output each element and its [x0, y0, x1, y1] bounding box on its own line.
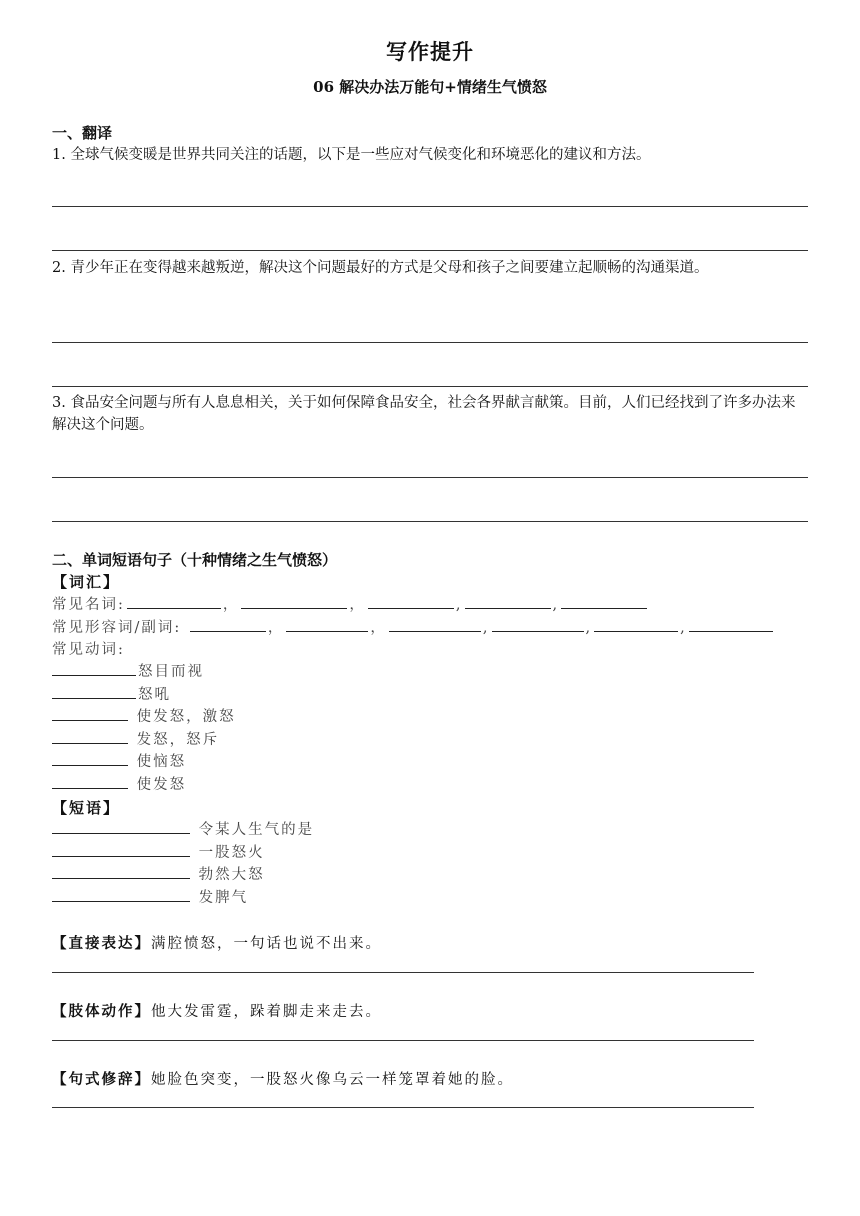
translation-item-3: 3. 食品安全问题与所有人息息相关，关于如何保障食品安全，社会各界献言献策。目前，人们已经找到了许多办法来解决这个问题。	[52, 395, 796, 433]
blank-input[interactable]	[52, 842, 190, 857]
verb-meaning: 使发怒，激怒	[136, 709, 236, 725]
prompt-text: 他大发雷霆，跺着脚走来走去。	[151, 1004, 382, 1020]
nouns-label: 常见名词:	[52, 597, 125, 613]
prompt-tag: 【句式修辞】	[52, 1071, 151, 1088]
blank-input[interactable]	[241, 594, 347, 609]
blank-input[interactable]	[52, 661, 136, 676]
adjectives-row: 常见形容词/副词: ， ， , , ,	[52, 617, 775, 639]
prompt-rhetoric	[52, 1068, 514, 1089]
answer-line[interactable]	[52, 342, 808, 343]
prompt-text: 她脸色突变，一股怒火像乌云一样笼罩着她的脸。	[151, 1072, 514, 1088]
translation-item-1: 1. 全球气候变暖是世界共同关注的话题，以下是一些应对气候变化和环境恶化的建议和方法。	[52, 147, 651, 163]
section-heading-emotions: 二、单词短语句子（十种情绪之生气愤怒）	[52, 551, 338, 569]
verb-row	[52, 729, 219, 751]
verb-row	[52, 706, 236, 728]
vocab-heading: 【词汇】	[52, 573, 121, 591]
prompt-tag: 【肢体动作】	[52, 1003, 151, 1020]
blank-input[interactable]	[52, 864, 190, 879]
section-heading-translation: 一、翻译	[52, 124, 113, 142]
phrase-row	[52, 842, 265, 864]
answer-line[interactable]	[52, 521, 808, 522]
verb-row	[52, 684, 171, 706]
blank-input[interactable]	[52, 706, 128, 721]
page-title: 写作提升	[386, 39, 474, 64]
answer-line[interactable]	[52, 477, 808, 478]
blank-input[interactable]	[286, 617, 368, 632]
phrase-meaning: 令某人生气的是	[198, 822, 315, 838]
blank-input[interactable]	[465, 594, 551, 609]
blank-input[interactable]	[190, 617, 266, 632]
phrase-meaning: 勃然大怒	[198, 867, 265, 883]
blank-input[interactable]	[689, 617, 773, 632]
nouns-row: 常见名词: ， ， , ,	[52, 594, 649, 616]
phrases-heading: 【短语】	[52, 799, 121, 817]
blank-input[interactable]	[389, 617, 481, 632]
answer-line[interactable]	[52, 1040, 754, 1041]
answer-line[interactable]	[52, 250, 808, 251]
verb-row	[52, 751, 186, 773]
phrase-row	[52, 864, 265, 886]
phrase-meaning: 一股怒火	[198, 845, 265, 861]
phrase-meaning: 发脾气	[198, 890, 249, 906]
prompt-tag: 【直接表达】	[52, 935, 151, 952]
verb-meaning: 怒目而视	[138, 664, 204, 680]
blank-input[interactable]	[52, 684, 136, 699]
adjectives-label: 常见形容词/副词:	[52, 620, 182, 636]
verbs-label: 常见动词:	[52, 642, 125, 658]
answer-line[interactable]	[52, 1107, 754, 1108]
prompt-direct-expression	[52, 932, 382, 953]
prompt-text: 满腔愤怒，一句话也说不出来。	[151, 936, 382, 952]
blank-input[interactable]	[52, 774, 128, 789]
answer-line[interactable]	[52, 206, 808, 207]
verb-meaning: 使发怒	[136, 777, 187, 793]
blank-input[interactable]	[52, 819, 190, 834]
blank-input[interactable]	[52, 887, 190, 902]
verb-meaning: 怒吼	[138, 687, 171, 703]
verb-meaning: 使恼怒	[136, 754, 187, 770]
answer-line[interactable]	[52, 386, 808, 387]
blank-input[interactable]	[561, 594, 647, 609]
blank-input[interactable]	[492, 617, 584, 632]
phrase-row	[52, 819, 314, 841]
translation-item-2: 2. 青少年正在变得越来越叛逆，解决这个问题最好的方式是父母和孩子之间要建立起顺畅的沟通渠道。	[52, 260, 709, 276]
blank-input[interactable]	[368, 594, 454, 609]
phrase-row	[52, 887, 248, 909]
blank-input[interactable]	[52, 751, 128, 766]
verb-row	[52, 774, 186, 796]
verb-meaning: 发怒，怒斥	[136, 732, 220, 748]
prompt-body-action	[52, 1000, 382, 1021]
answer-line[interactable]	[52, 972, 754, 973]
page-subtitle: 06 解决办法万能句+情绪生气愤怒	[313, 78, 547, 96]
verb-row	[52, 661, 204, 683]
blank-input[interactable]	[127, 594, 221, 609]
blank-input[interactable]	[52, 729, 128, 744]
blank-input[interactable]	[594, 617, 678, 632]
